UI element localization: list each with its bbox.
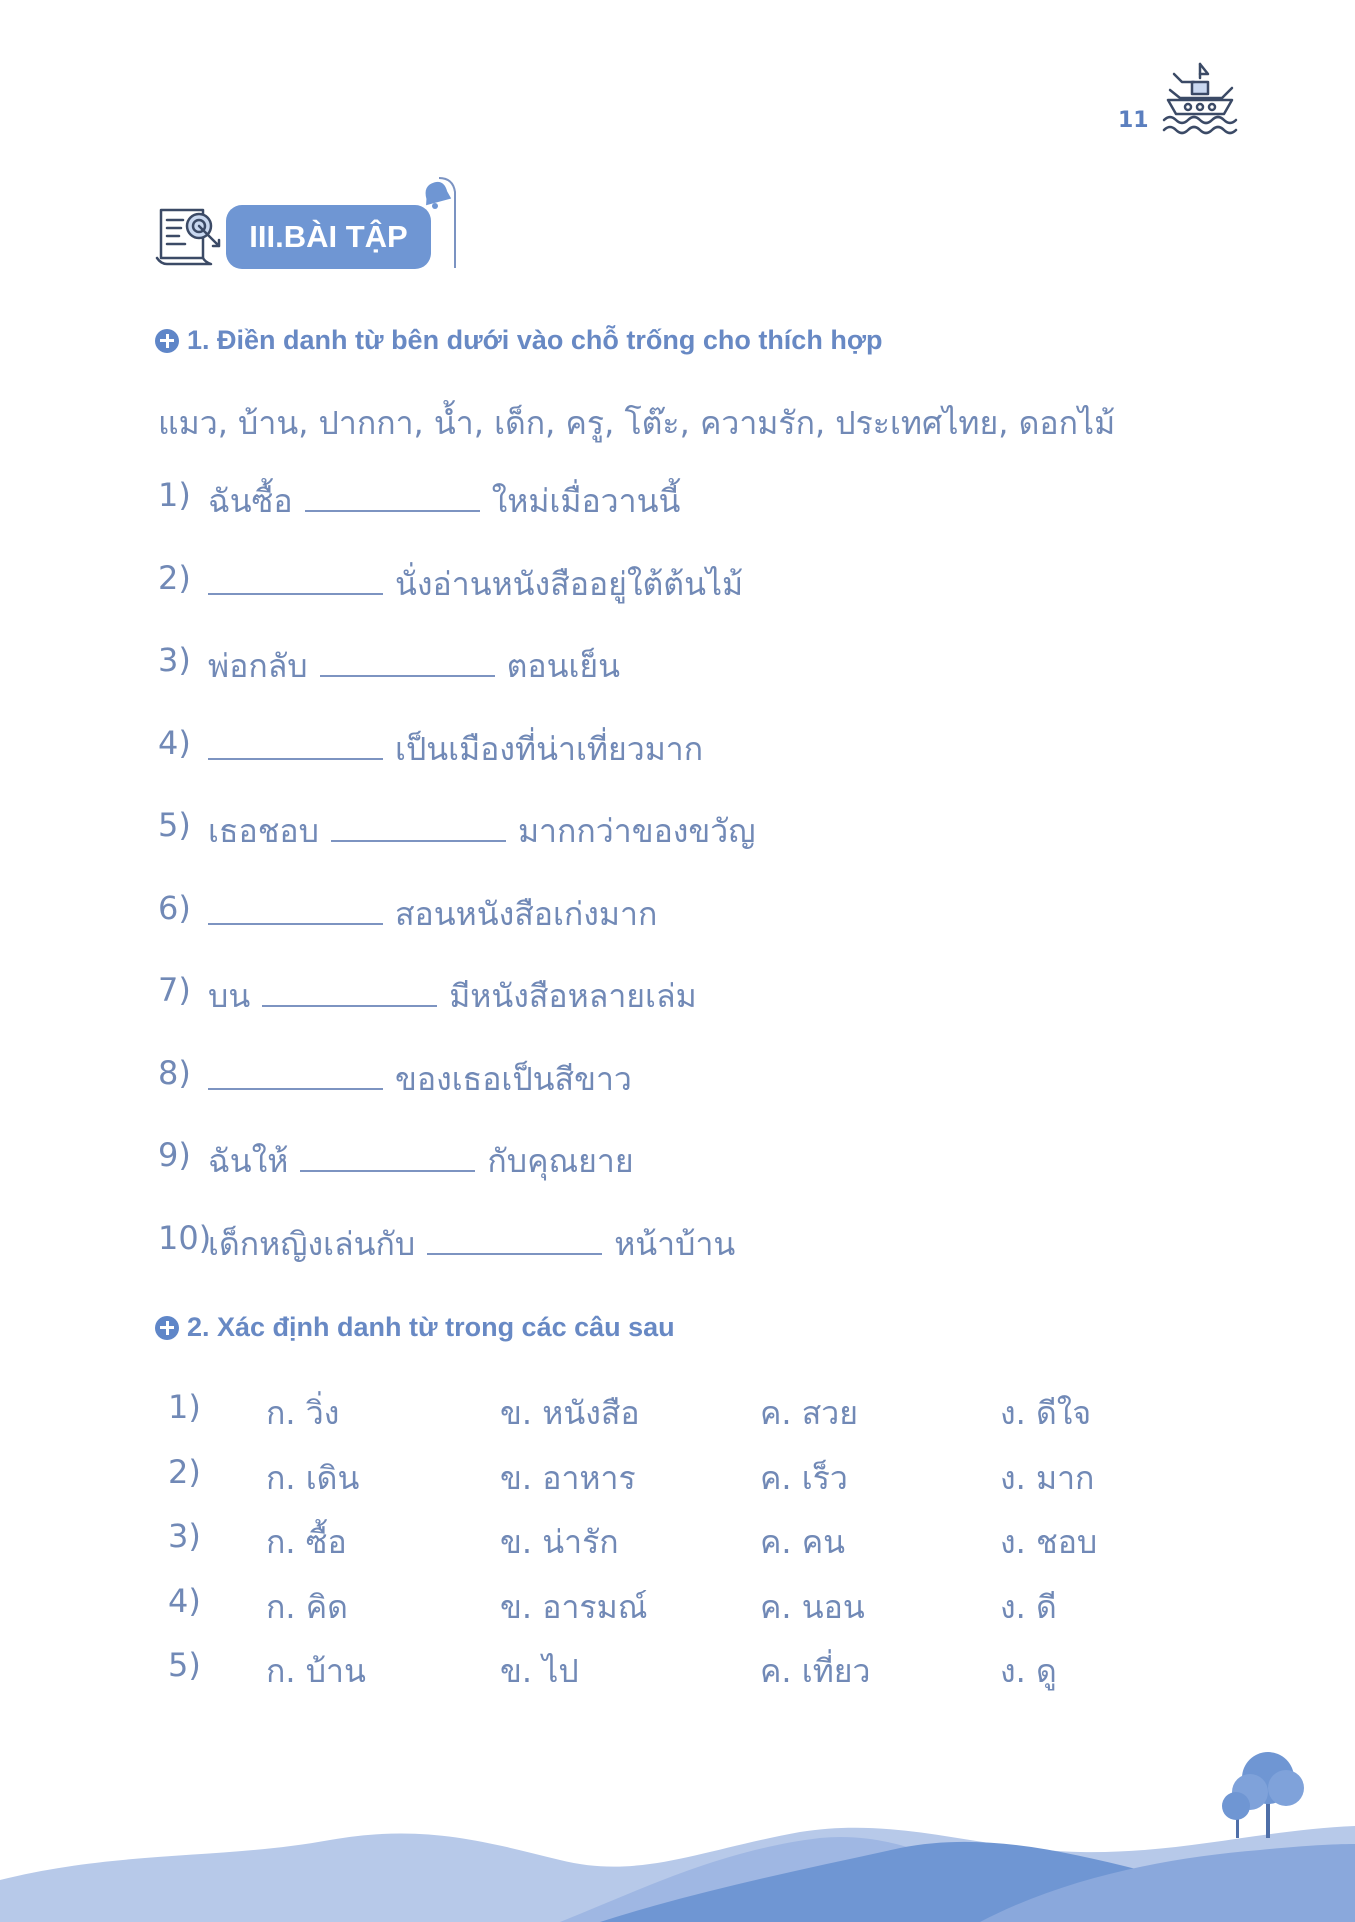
item-number: 6): [158, 888, 191, 927]
item-number: 9): [158, 1136, 191, 1174]
item-after: มากกว่าของขวัญ: [517, 812, 756, 850]
fill-item: [158, 1219, 756, 1302]
fill-in-list: [158, 476, 756, 1301]
page-number: 11: [1118, 108, 1149, 133]
option-d[interactable]: ง. มาก: [1000, 1458, 1095, 1497]
item-after: ใหม่เมื่อวานนี้: [491, 482, 681, 520]
option-b[interactable]: ข. ไป: [500, 1652, 579, 1690]
row-number: 3): [168, 1517, 201, 1555]
option-c[interactable]: ค. เที่ยว: [760, 1652, 871, 1690]
ship-icon: [1160, 60, 1240, 138]
item-before: เด็กหญิงเล่นกับ: [208, 1224, 416, 1263]
fill-item: [158, 559, 756, 642]
option-a[interactable]: ก. บ้าน: [266, 1652, 366, 1690]
fill-item: [158, 1054, 756, 1137]
item-number: 4): [158, 723, 191, 762]
section-title: III.BÀI TẬP: [226, 205, 431, 269]
option-d[interactable]: ง. ดีใจ: [1000, 1394, 1092, 1432]
bell-icon: [417, 172, 462, 272]
exercise-2-title-text: 2. Xác định danh từ trong các câu sau: [187, 1312, 675, 1342]
blank-line[interactable]: [305, 476, 480, 512]
item-number: 5): [158, 806, 191, 844]
option-d[interactable]: ง. ดู: [1000, 1652, 1057, 1690]
item-after: กับคุณยาย: [487, 1142, 634, 1180]
option-b[interactable]: ข. หนังสือ: [500, 1394, 640, 1432]
blank-line[interactable]: [208, 889, 383, 925]
exercise-1-title-text: 1. Điền danh từ bên dưới vào chỗ trống cho thích hợp: [187, 325, 883, 355]
item-number: 8): [158, 1053, 191, 1092]
option-c[interactable]: ค. สวย: [760, 1394, 858, 1432]
item-after: สอนหนังสือเก่งมาก: [395, 894, 658, 933]
word-bank: แมว, บ้าน, ปากกา, น้ำ, เด็ก, ครู, โต๊ะ, ความรัก, ประเทศไทย, ดอกไม้: [158, 404, 1116, 442]
item-before: เธอชอบ: [208, 812, 319, 850]
document-target-icon: [155, 202, 225, 266]
option-a[interactable]: ก. เดิน: [266, 1458, 360, 1497]
item-number: 3): [158, 641, 191, 679]
item-before: ฉันซื้อ: [208, 482, 293, 520]
option-b[interactable]: ข. น่ารัก: [500, 1523, 619, 1561]
exercise-1-title: [155, 325, 883, 356]
item-number: 1): [158, 476, 191, 514]
item-after: ตอนเย็น: [506, 647, 621, 685]
row-number: 5): [168, 1646, 201, 1684]
option-a[interactable]: ก. คิด: [266, 1587, 348, 1626]
item-after: เป็นเมืองที่น่าเที่ยวมาก: [395, 729, 704, 768]
item-number: 10): [158, 1218, 212, 1257]
option-b[interactable]: ข. อารมณ์: [500, 1587, 648, 1626]
blank-line[interactable]: [208, 1054, 383, 1090]
blank-line[interactable]: [300, 1136, 475, 1172]
landscape-decoration: [0, 1740, 1355, 1922]
item-number: 7): [158, 971, 191, 1009]
item-before: ฉันให้: [208, 1142, 289, 1180]
exercise-2-title: [155, 1312, 675, 1343]
row-number: 1): [168, 1388, 201, 1426]
option-c[interactable]: ค. นอน: [760, 1587, 865, 1626]
blank-line[interactable]: [208, 724, 383, 760]
item-after: นั่งอ่านหนังสืออยู่ใต้ต้นไม้: [395, 564, 744, 603]
option-d[interactable]: ง. ดี: [1000, 1587, 1057, 1626]
fill-item: [158, 1136, 756, 1219]
item-before: พ่อกลับ: [208, 647, 308, 685]
item-after: ของเธอเป็นสีขาว: [395, 1059, 632, 1098]
fill-item: [158, 971, 756, 1054]
fill-item: [158, 806, 756, 889]
plus-bullet-icon: [155, 1316, 179, 1340]
blank-line[interactable]: [208, 559, 383, 595]
tree-icon: [1222, 1752, 1304, 1838]
fill-item: [158, 476, 756, 559]
blank-line[interactable]: [320, 641, 495, 677]
option-c[interactable]: ค. คน: [760, 1523, 846, 1561]
option-d[interactable]: ง. ชอบ: [1000, 1523, 1098, 1561]
item-before: บน: [208, 977, 251, 1015]
option-a[interactable]: ก. ซื้อ: [266, 1523, 347, 1561]
option-a[interactable]: ก. วิ่ง: [266, 1394, 340, 1432]
blank-line[interactable]: [262, 971, 437, 1007]
fill-item: [158, 724, 756, 807]
section-header: [155, 172, 475, 272]
item-number: 2): [158, 558, 191, 597]
fill-item: [158, 889, 756, 972]
blank-line[interactable]: [331, 806, 506, 842]
item-after: หน้าบ้าน: [614, 1224, 736, 1263]
row-number: 4): [168, 1581, 201, 1620]
option-c[interactable]: ค. เร็ว: [760, 1458, 848, 1497]
fill-item: [158, 641, 756, 724]
plus-bullet-icon: [155, 329, 179, 353]
row-number: 2): [168, 1452, 201, 1491]
option-b[interactable]: ข. อาหาร: [500, 1458, 636, 1497]
item-after: มีหนังสือหลายเล่ม: [449, 977, 697, 1015]
blank-line[interactable]: [427, 1219, 602, 1255]
